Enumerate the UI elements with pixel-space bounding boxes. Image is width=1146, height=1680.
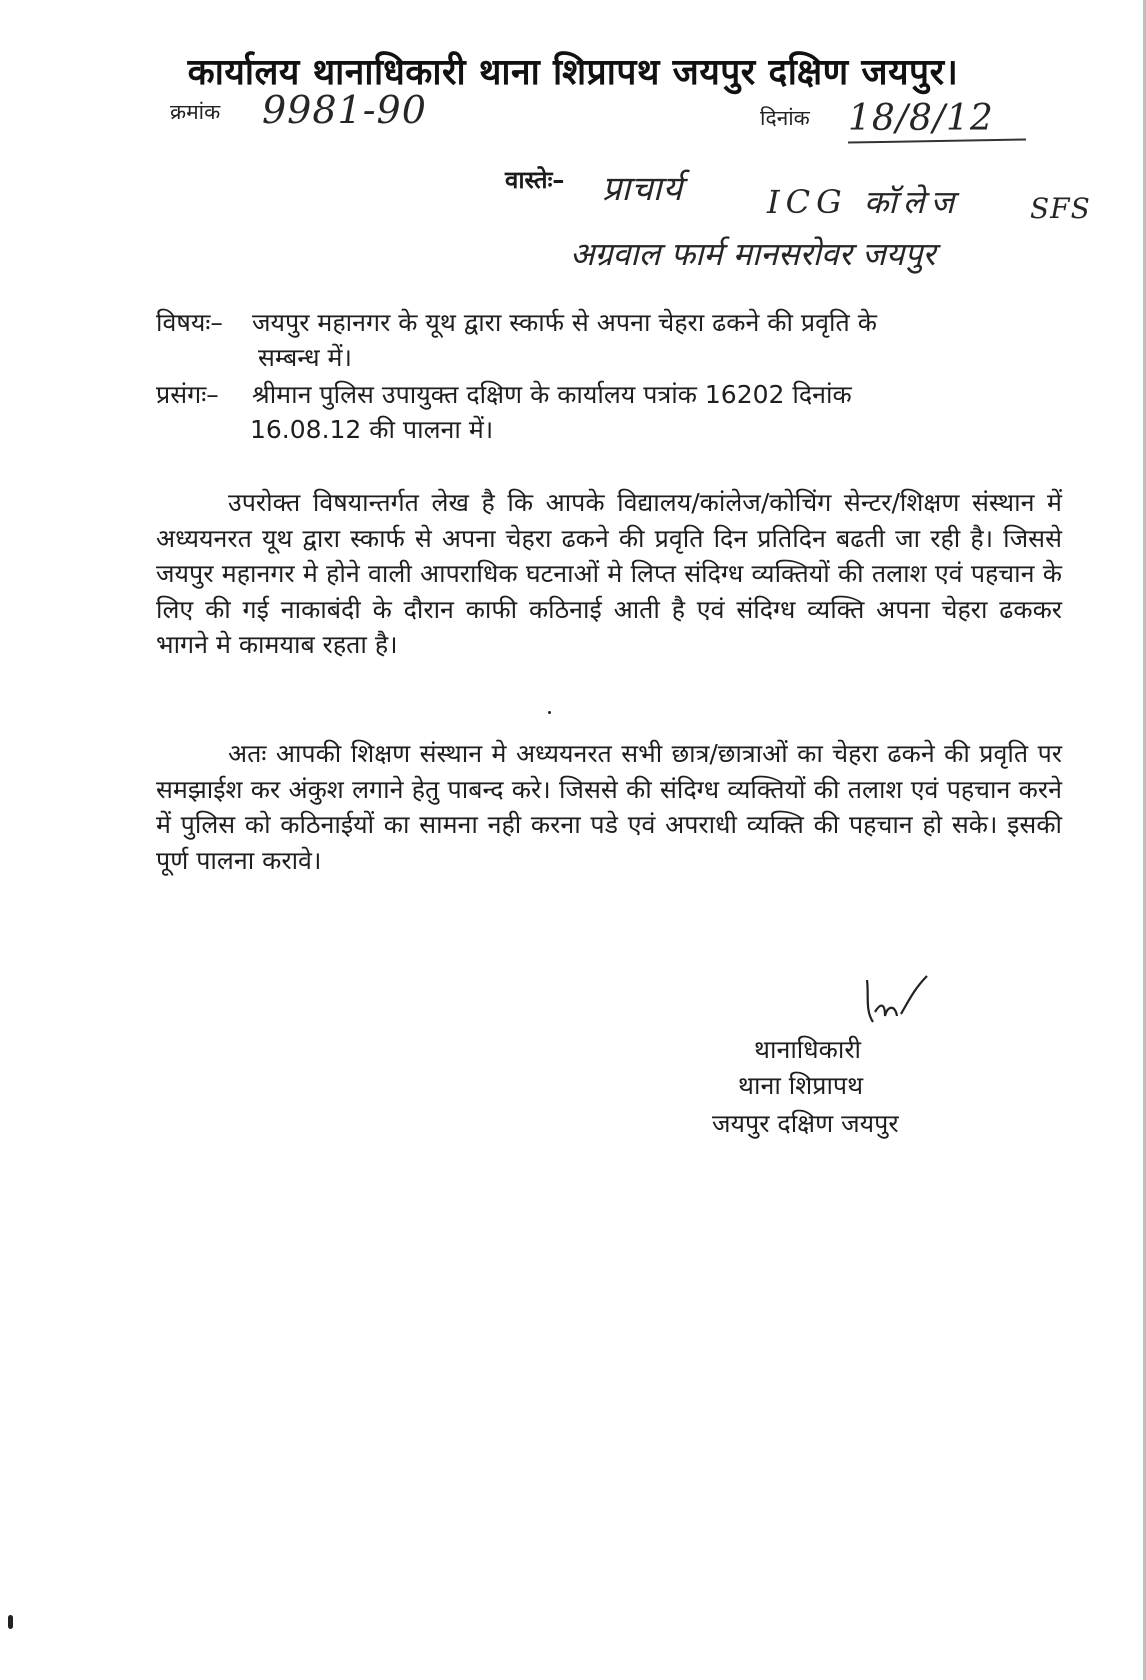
office-title: कार्यालय थानाधिकारी थाना शिप्रापथ जयपुर दक्षिण जयपुर। <box>187 52 959 93</box>
reference-text-continued: 16.08.12 की पालना में। <box>250 415 494 444</box>
subject-text: जयपुर महानगर के यूथ द्वारा स्कार्फ से अपना चेहरा ढकने की प्रवृति के <box>252 308 877 337</box>
body-paragraph-1: उपरोक्त विषयान्तर्गत लेख है कि आपके विद्यालय/कांलेज/कोचिंग सेन्टर/शिक्षण संस्थान में अध्ययनरत यूथ द्वारा स्कार्फ से अपना चेहरा ढकने की प्रवृति दिन प्रतिदिन बढती जा रही है। जिससे जयपुर महानगर मे होने वाली आपराधिक घटनाओं मे लिप्त संदिग्ध व्यक्तियों की तलाश एवं पहचान के लिए की गई नाकाबंदी के दौरान काफी कठिनाई आती है एवं संदिग्ध व्यक्ति अपना चेहरा ढककर भागने मे कामयाब रहता है। <box>156 488 1062 659</box>
ref-number-value: 9981-90 <box>262 88 427 132</box>
subject-label: विषयः– <box>156 308 223 337</box>
body-paragraph-2: अतः आपकी शिक्षण संस्थान मे अध्ययनरत सभी छात्र/छात्राओं का चेहरा ढकने की प्रवृति पर समझाईश कर अंकुश लगाने हेतु पाबन्द करे। जिससे की संदिग्ध व्यक्तियों की तलाश एवं पहचान करने में पुलिस को कठिनाईयों का सामना नही करना पडे एवं अपराधी व्यक्ति की पहचान हो सके। इसकी पूर्ण पालना करावे। <box>156 739 1062 875</box>
signature-mark <box>855 970 935 1030</box>
reference-text: श्रीमान पुलिस उपायुक्त दक्षिण के कार्यालय पत्रांक 16202 दिनांक <box>252 380 852 409</box>
recipient-line-3: SFS <box>1030 192 1091 225</box>
scan-speck <box>548 711 551 714</box>
recipient-line-4: अग्रवाल फार्म मानसरोवर जयपुर <box>570 235 936 273</box>
scan-speck <box>8 1615 13 1629</box>
signatory-designation: थानाधिकारी <box>754 1035 862 1064</box>
reference-label: प्रसंगः– <box>156 380 219 409</box>
ref-number-label: क्रमांक <box>170 100 221 124</box>
recipient-line-2: ICG कॉलेज <box>767 183 961 221</box>
recipient-line-1: प्राचार्य <box>602 169 684 209</box>
recipient-label: वास्तेः– <box>505 166 565 194</box>
signatory-district: जयपुर दक्षिण जयपुर <box>712 1109 899 1138</box>
date-underline <box>848 138 1026 143</box>
signatory-station: थाना शिप्रापथ <box>738 1071 864 1100</box>
date-label: दिनांक <box>760 106 810 130</box>
subject-text-continued: सम्बन्ध में। <box>258 343 352 372</box>
date-value: 18/8/12 <box>848 98 994 139</box>
